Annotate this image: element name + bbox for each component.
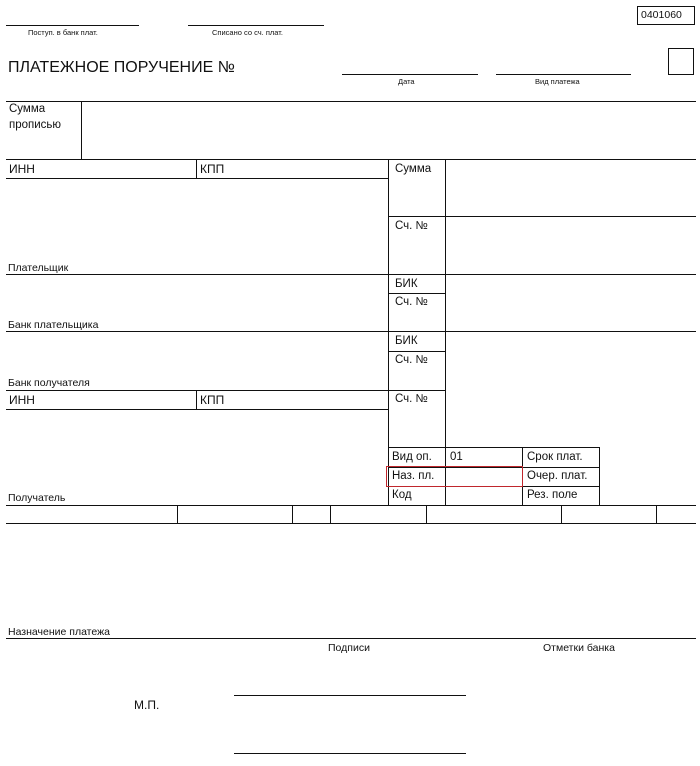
signature-line-1[interactable] xyxy=(234,695,466,696)
payer-bottom-line xyxy=(6,274,696,275)
recipient-inn-label: ИНН xyxy=(9,393,35,407)
payer-bank-bottom-line xyxy=(6,331,696,332)
payer-status-box[interactable] xyxy=(668,48,694,75)
payer-kpp-label: КПП xyxy=(200,162,225,176)
amount-words-top-line xyxy=(6,101,696,102)
kpp-divider-2 xyxy=(196,390,197,409)
payment-term-label: Срок плат. xyxy=(527,451,583,463)
op-type-value[interactable]: 01 xyxy=(450,451,463,463)
debited-line xyxy=(188,25,324,26)
kpp-divider-1 xyxy=(196,159,197,178)
tax-field-divider-6 xyxy=(656,505,657,523)
recipient-bik-label: БИК xyxy=(395,335,418,347)
signatures-label: Подписи xyxy=(328,642,370,654)
stamp-label: М.П. xyxy=(134,698,160,712)
recipient-bank-label: Банк получателя xyxy=(8,377,90,389)
op-divider-2 xyxy=(599,447,600,505)
bank-receipt-label: Поступ. в банк плат. xyxy=(28,28,98,37)
tax-field-divider-1 xyxy=(177,505,178,523)
debited-label: Списано со сч. плат. xyxy=(212,28,283,37)
main-top-line xyxy=(6,159,696,160)
recipient-corr-account-label: Сч. № xyxy=(395,354,428,366)
amount-words-label-2: прописью xyxy=(9,119,62,131)
recipient-account-label: Сч. № xyxy=(395,393,428,405)
bank-marks-label: Отметки банка xyxy=(543,642,615,654)
form-code: 0401060 xyxy=(641,9,682,21)
recipient-kpp-label: КПП xyxy=(200,393,225,407)
recipient-label: Получатель xyxy=(8,492,66,504)
payer-inn-label: ИНН xyxy=(9,162,35,176)
tax-fields-bottom-line xyxy=(6,523,696,524)
purpose-label: Назначение платежа xyxy=(8,626,110,638)
payer-bank-label: Банк плательщика xyxy=(8,319,99,331)
reserve-label: Рез. поле xyxy=(527,489,578,501)
payment-type-line[interactable] xyxy=(496,74,631,75)
sum-label: Сумма xyxy=(395,163,432,175)
purpose-code-label: Наз. пл. xyxy=(392,470,435,482)
recipient-bottom-line xyxy=(6,505,696,506)
bik1-bottom-line xyxy=(388,293,445,294)
inn-kpp-line-2 xyxy=(6,409,388,410)
payer-corr-account-label: Сч. № xyxy=(395,296,428,308)
page-title: ПЛАТЕЖНОЕ ПОРУЧЕНИЕ № xyxy=(8,59,235,76)
priority-label: Очер. плат. xyxy=(527,470,588,482)
code-label: Код xyxy=(392,489,412,501)
amount-words-label-1: Сумма xyxy=(9,103,46,115)
tax-field-divider-2 xyxy=(292,505,293,523)
payer-label: Плательщик xyxy=(8,262,69,274)
payer-account-label: Сч. № xyxy=(395,220,428,232)
date-label: Дата xyxy=(398,77,415,86)
middle-divider xyxy=(388,159,389,505)
tax-field-divider-3 xyxy=(330,505,331,523)
payer-bik-label: БИК xyxy=(395,278,418,290)
op-top-line xyxy=(388,447,599,448)
amount-words-field[interactable] xyxy=(86,106,690,156)
purpose-bottom-line xyxy=(6,638,696,639)
bik2-bottom-line xyxy=(388,351,445,352)
tax-field-divider-5 xyxy=(561,505,562,523)
tax-field-divider-4 xyxy=(426,505,427,523)
signature-line-2[interactable] xyxy=(234,753,466,754)
bank-receipt-line xyxy=(6,25,139,26)
date-line[interactable] xyxy=(342,74,478,75)
inn-kpp-line-1 xyxy=(6,178,388,179)
payment-type-label: Вид платежа xyxy=(535,77,580,86)
recipient-bank-bottom-line xyxy=(6,390,446,391)
right-label-divider xyxy=(445,159,446,505)
amount-words-divider xyxy=(81,101,82,159)
sum-bottom-line xyxy=(388,216,696,217)
op-type-label: Вид оп. xyxy=(392,451,432,463)
